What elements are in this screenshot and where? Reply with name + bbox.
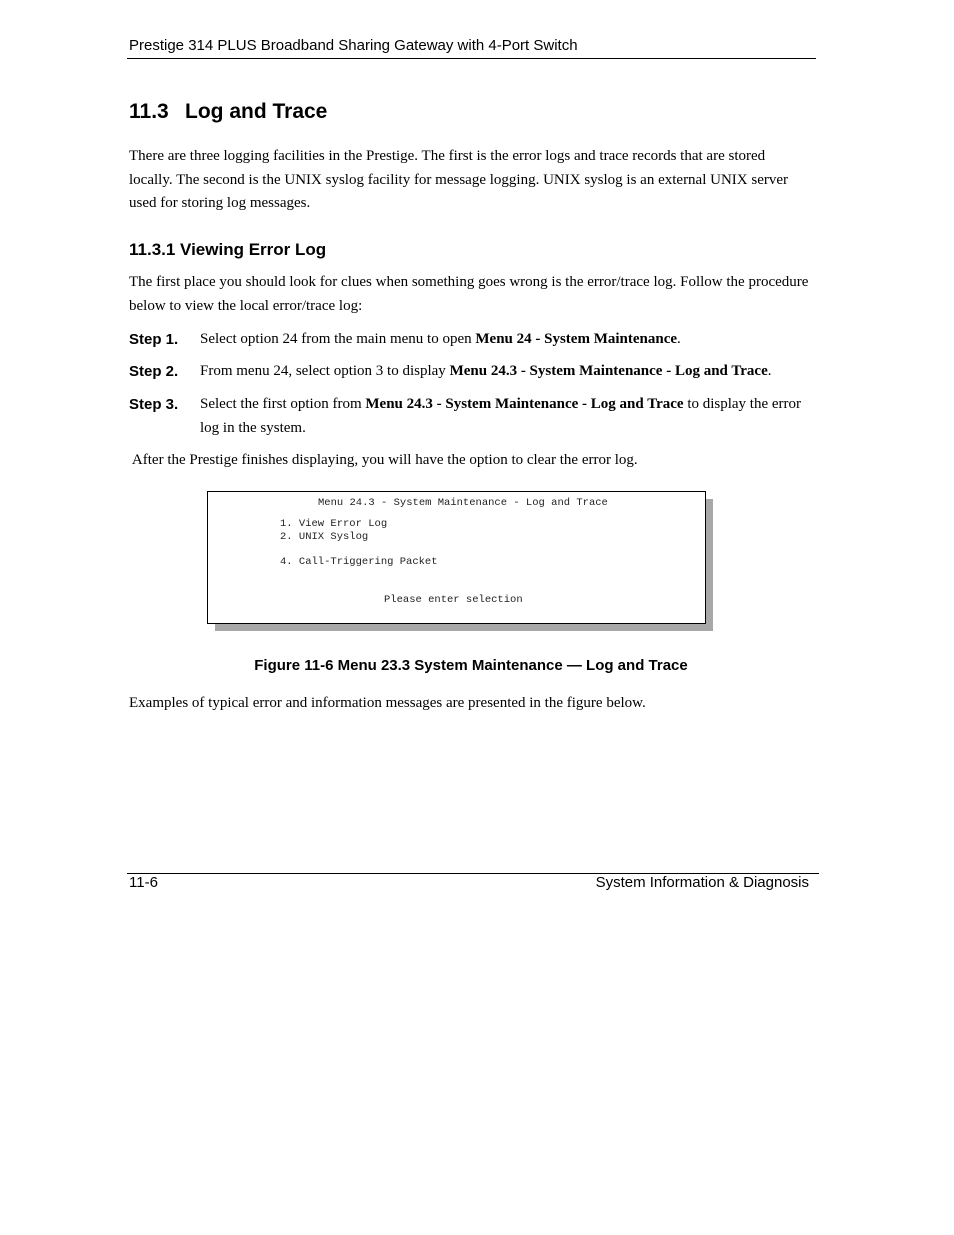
header-divider [127,58,816,59]
running-header: Prestige 314 PLUS Broadband Sharing Gateway with 4-Port Switch [129,37,578,54]
closing-paragraph: Examples of typical error and information messages are presented in the figure below. [129,695,646,711]
terminal-option-4: 4. Call-Triggering Packet [280,556,438,568]
step-text: Select the first option from Menu 24.3 - System Maintenance - Log and Trace to display the error log in the system. [200,396,802,436]
terminal-option-1: 1. View Error Log [280,518,388,530]
terminal-option-2: 2. UNIX Syslog [280,531,369,543]
step-label: Step 1. [129,331,179,348]
subsection-intro-paragraph: The first place you should look for clues when something goes wrong is the error/trace log. Follow the procedure below to view the local error/trace log: [129,274,809,314]
section-number: 11.3 [129,100,169,123]
footer-page-number: 11-6 [129,874,158,891]
subsection-heading: 11.3.1 Viewing Error Log [129,240,327,259]
step-text: From menu 24, select option 3 to display Menu 24.3 - System Maintenance - Log and Trace. [200,363,772,379]
step-text: Select option 24 from the main menu to open Menu 24 - System Maintenance. [200,331,681,347]
section-intro-paragraph: There are three logging facilities in the Prestige. The first is the error logs and trace records that are stored locally. The second is the UNIX syslog facility for message logging. UNIX syslog is an external UNIX server used for storing log messages. [129,148,789,211]
section-heading [129,100,327,124]
menu-reference: Menu 24.3 - System Maintenance - Log and Trace [365,396,684,412]
terminal-prompt: Please enter selection [384,594,523,606]
step-label: Step 3. [129,396,179,413]
terminal-screen [207,491,706,624]
menu-reference: Menu 24 - System Maintenance [475,331,678,347]
footer-chapter-title: System Information & Diagnosis [595,874,809,891]
menu-reference: Menu 24.3 - System Maintenance - Log and Trace [449,363,768,379]
terminal-menu-title: Menu 24.3 - System Maintenance - Log and Trace [318,497,608,509]
step-label: Step 2. [129,363,179,380]
figure-caption: Figure 11-6 Menu 23.3 System Maintenance — Log and Trace [254,657,688,674]
after-steps-paragraph: After the Prestige finishes displaying, you will have the option to clear the error log. [129,452,638,468]
section-title: Log and Trace [185,100,328,123]
